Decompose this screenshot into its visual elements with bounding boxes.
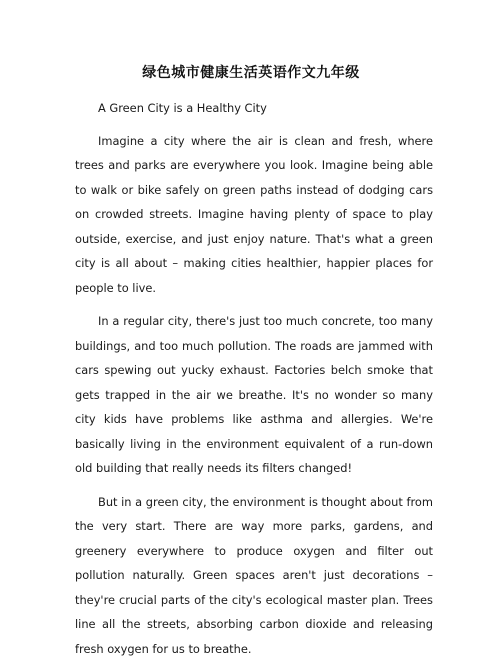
essay-paragraph-3: But in a green city, the environment is thought about from the very start. There are way more parks, gardens, and greenery everywhere to produce oxygen and filter out pollution naturally. Green spaces aren't just decorations – they're crucial parts of the city's ecological master plan. Trees line all the streets, absorbing carbon dioxide and releasing fresh oxygen for us to breathe.	[75, 494, 433, 656]
essay-paragraph-1: Imagine a city where the air is clean and fresh, where trees and parks are everywhere you look. Imagine being able to walk or bike safely on green paths instead of dodging cars on crowded streets. Imagine having plenty of space to play outside, exercise, and just enjoy nature. That's what a green city is all about – making cities healthier, happier places for people to live.	[75, 133, 433, 295]
essay-title: A Green City is a Healthy City	[98, 101, 267, 115]
document-title: 绿色城市健康生活英语作文九年级	[142, 65, 360, 81]
essay-body	[75, 96, 433, 670]
essay-paragraph-2: In a regular city, there's just too much concrete, too many buildings, and too much pollution. The roads are jammed with cars spewing out yucky exhaust. Factories belch smoke that gets trapped in the air we breathe. It's no wonder so many city kids have problems like asthma and allergies. We're basically living in the environment equivalent of a run-down old building that really needs its filters changed!	[75, 314, 433, 475]
